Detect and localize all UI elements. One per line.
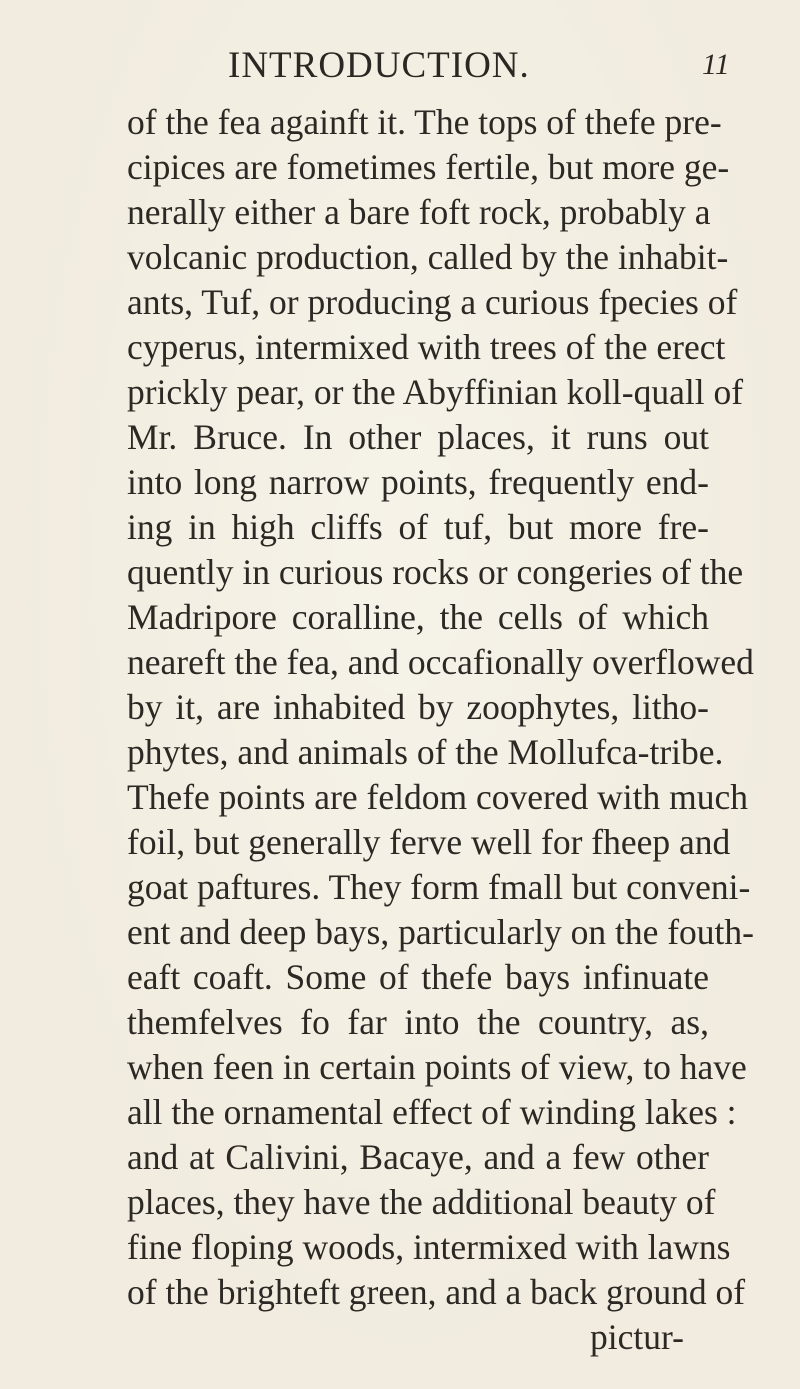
text-line: quently in curious rocks or congeries of the: [127, 552, 744, 592]
text-line: Thefe points are feldom covered with much: [127, 777, 749, 817]
text-line: goat paftures. They form fmall but conveni-: [127, 867, 751, 907]
text-line: neareft the fea, and occafionally overflowed: [127, 642, 754, 682]
text-line: phytes, and animals of the Mollufca-tribe.: [127, 732, 724, 772]
text-line: when feen in certain points of view, to have: [127, 1047, 747, 1087]
text-line: ants, Tuf, or producing a curious fpecies of: [127, 282, 738, 322]
text-line: nerally either a bare foft rock, probably a: [127, 192, 711, 232]
text-line: places, they have the additional beauty of: [127, 1182, 716, 1222]
running-head: INTRODUCTION.: [228, 45, 530, 86]
text-line: by it, are inhabited by zoophytes, litho-: [127, 687, 709, 727]
text-line: prickly pear, or the Abyffinian koll-quall of: [127, 372, 744, 412]
text-line: and at Calivini, Bacaye, and a few other: [127, 1137, 709, 1177]
text-line: Mr. Bruce. In other places, it runs out: [127, 417, 709, 457]
text-line: all the ornamental effect of winding lakes :: [127, 1092, 737, 1132]
text-line: cyperus, intermixed with trees of the erect: [127, 327, 726, 367]
text-line: fine floping woods, intermixed with lawns: [127, 1227, 731, 1267]
text-line: eaft coaft. Some of thefe bays infinuate: [127, 957, 709, 997]
text-line: into long narrow points, frequently end-: [127, 462, 709, 502]
text-line: ing in high cliffs of tuf, but more fre-: [127, 507, 709, 547]
text-line: Madripore coralline, the cells of which: [127, 597, 709, 637]
text-line: of the fea againft it. The tops of thefe pre-: [127, 102, 722, 142]
text-line: of the brighteft green, and a back ground of: [127, 1272, 746, 1312]
text-line: volcanic production, called by the inhabit-: [127, 237, 729, 277]
text-line: ent and deep bays, particularly on the fouth-: [127, 912, 754, 952]
catchword: pictur-: [590, 1317, 684, 1357]
text-line: themfelves fo far into the country, as,: [127, 1002, 709, 1042]
text-line: foil, but generally ferve well for fheep and: [127, 822, 731, 862]
page-number: 11: [702, 48, 730, 81]
text-line: cipices are fometimes fertile, but more ge-: [127, 147, 730, 187]
